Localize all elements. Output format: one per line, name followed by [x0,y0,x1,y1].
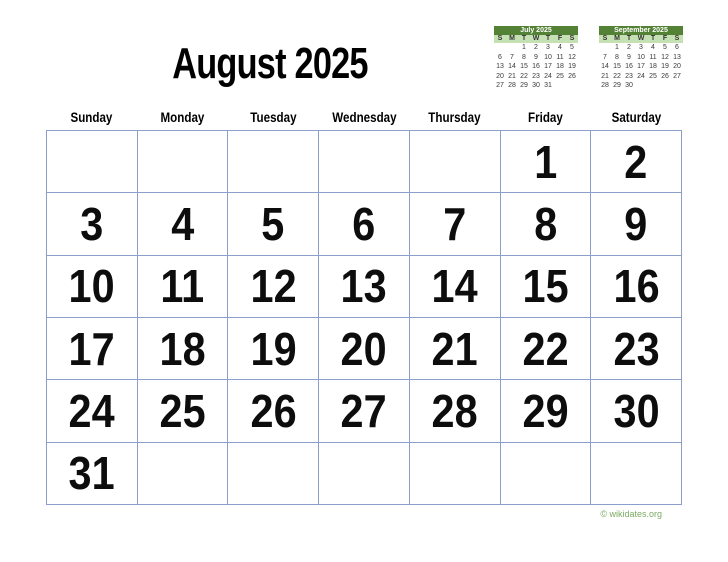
mini-dow-label: M [611,35,623,43]
mini-day-cell: 24 [635,72,647,82]
day-cell [319,443,410,505]
dow-label-friday: Friday [528,110,564,125]
mini-day-cell: 28 [599,81,611,91]
mini-day-cell: 12 [659,53,671,63]
day-cell [319,193,410,255]
day-number: 22 [522,322,569,375]
mini-day-cell [566,81,578,91]
day-number: 20 [340,322,388,375]
day-number: 5 [261,197,285,250]
day-cell [410,193,501,255]
mini-day-cell: 27 [494,81,506,91]
day-number: 27 [340,384,388,437]
mini-dow-label: F [554,35,566,43]
mini-day-cell: 31 [542,81,554,91]
dow-label-sunday: Sunday [70,110,113,125]
mini-dow-label: T [542,35,554,43]
mini-dow-label: W [635,35,647,43]
day-cell [228,318,319,380]
day-cell [591,380,682,442]
day-number: 25 [159,384,206,437]
day-cell [410,318,501,380]
mini-day-cell: 15 [611,62,623,72]
day-cell [228,256,319,318]
day-cell [501,256,592,318]
mini-day-cell: 23 [623,72,635,82]
day-number: 19 [250,322,297,375]
mini-day-cell: 5 [659,43,671,53]
mini-day-cell: 18 [554,62,566,72]
day-cell [47,193,138,255]
day-cell [410,131,501,193]
watermark-link[interactable]: © wikidates.org [600,509,662,519]
mini-day-cell: 20 [671,62,683,72]
mini-day-cell: 30 [623,81,635,91]
mini-day-cell [671,81,683,91]
mini-day-cell: 9 [530,53,542,63]
mini-day-cell: 29 [611,81,623,91]
day-cell [47,318,138,380]
day-cell [228,443,319,505]
day-cell [591,131,682,193]
day-number: 17 [68,322,115,375]
mini-day-cell: 2 [623,43,635,53]
mini-day-cell: 25 [647,72,659,82]
day-of-week-header-row [46,110,682,125]
mini-calendar-title: July 2025 [494,26,578,35]
mini-day-cell [554,81,566,91]
day-number: 29 [522,384,569,437]
mini-dow-label: T [647,35,659,43]
dow-label-thursday: Thursday [428,110,481,125]
mini-day-cell: 19 [566,62,578,72]
mini-day-cell: 7 [506,53,518,63]
day-cell [47,131,138,193]
mini-dow-row [599,35,683,43]
day-number: 23 [613,322,660,375]
day-cell [228,131,319,193]
day-cell [138,193,229,255]
mini-day-cell: 5 [566,43,578,53]
mini-day-cell: 28 [506,81,518,91]
dow-label-saturday: Saturday [611,110,662,125]
mini-day-cell: 1 [611,43,623,53]
mini-day-cell: 6 [671,43,683,53]
dow-label-wednesday: Wednesday [331,110,397,125]
mini-day-cell: 10 [635,53,647,63]
mini-day-cell: 17 [542,62,554,72]
mini-day-cell: 2 [530,43,542,53]
mini-day-cell: 4 [554,43,566,53]
day-cell [228,380,319,442]
day-number: 4 [171,197,195,250]
mini-day-cell: 8 [611,53,623,63]
day-cell [319,131,410,193]
mini-day-cell [599,43,611,53]
day-number: 12 [250,260,297,313]
mini-dow-label: S [671,35,683,43]
mini-calendar-title: September 2025 [599,26,683,35]
mini-day-cell [494,43,506,53]
mini-dow-label: S [599,35,611,43]
day-cell [501,443,592,505]
mini-day-cell: 7 [599,53,611,63]
mini-day-cell: 16 [623,62,635,72]
mini-day-cell [506,43,518,53]
day-number: 26 [250,384,297,437]
day-number: 8 [533,197,557,250]
day-number: 18 [159,322,206,375]
day-cell [410,380,501,442]
mini-dow-label: T [623,35,635,43]
day-cell [591,256,682,318]
day-number: 2 [624,135,648,188]
mini-day-cell: 1 [518,43,530,53]
day-cell [591,318,682,380]
mini-day-cell: 19 [659,62,671,72]
mini-day-cell: 23 [530,72,542,82]
day-cell [501,318,592,380]
mini-day-cell: 13 [494,62,506,72]
day-cell [501,193,592,255]
day-cell [319,380,410,442]
page-title: August 2025 [172,39,368,88]
mini-dow-label: S [494,35,506,43]
mini-dow-label: S [566,35,578,43]
mini-day-cell [647,81,659,91]
mini-day-cell: 29 [518,81,530,91]
mini-day-cell: 8 [518,53,530,63]
day-cell [47,256,138,318]
day-cell [228,193,319,255]
mini-day-cell: 14 [506,62,518,72]
day-number: 14 [431,260,478,313]
day-number: 3 [80,197,104,250]
day-cell [138,131,229,193]
day-cell [138,318,229,380]
dow-label-tuesday: Tuesday [250,110,297,125]
day-cell [319,318,410,380]
mini-day-cell: 21 [506,72,518,82]
mini-day-cell: 25 [554,72,566,82]
day-cell [47,380,138,442]
day-number: 1 [533,135,557,188]
day-cell [138,380,229,442]
mini-day-cell: 12 [566,53,578,63]
mini-day-cell [659,81,671,91]
mini-day-cell: 11 [647,53,659,63]
mini-calendar-july [494,26,578,91]
mini-day-cell: 3 [542,43,554,53]
mini-day-cell: 27 [671,72,683,82]
day-number: 28 [431,384,478,437]
day-cell [138,256,229,318]
mini-dow-label: W [530,35,542,43]
mini-day-cell: 9 [623,53,635,63]
mini-dow-label: M [506,35,518,43]
mini-day-cell: 11 [554,53,566,63]
mini-day-cell: 14 [599,62,611,72]
mini-day-cell: 16 [530,62,542,72]
day-number: 31 [68,447,115,500]
day-cell [591,193,682,255]
day-cell [410,256,501,318]
mini-day-cell: 22 [518,72,530,82]
day-number: 10 [68,260,115,313]
mini-day-cell: 4 [647,43,659,53]
day-cell [501,131,592,193]
mini-day-cell [635,81,647,91]
mini-dow-label: T [518,35,530,43]
mini-day-cell: 6 [494,53,506,63]
mini-day-cell: 10 [542,53,554,63]
mini-day-cell: 24 [542,72,554,82]
mini-day-cell: 22 [611,72,623,82]
mini-day-cell: 3 [635,43,647,53]
mini-day-cell: 18 [647,62,659,72]
day-number: 13 [340,260,388,313]
mini-day-cell: 15 [518,62,530,72]
day-cell [591,443,682,505]
dow-label-monday: Monday [160,110,205,125]
day-number: 7 [443,197,467,250]
day-number: 30 [613,384,660,437]
day-cell [47,443,138,505]
day-number: 11 [160,260,205,313]
mini-day-cell: 13 [671,53,683,63]
mini-day-cell: 26 [659,72,671,82]
mini-day-cell: 26 [566,72,578,82]
day-number: 24 [68,384,115,437]
day-number: 16 [613,260,660,313]
mini-dow-label: F [659,35,671,43]
day-number: 6 [352,197,376,250]
mini-day-cell: 20 [494,72,506,82]
mini-day-cell: 30 [530,81,542,91]
mini-day-cell: 21 [599,72,611,82]
day-cell [319,256,410,318]
day-number: 9 [624,197,648,250]
day-cell [138,443,229,505]
day-cell [501,380,592,442]
day-cell [410,443,501,505]
month-grid [46,130,682,505]
day-number: 21 [431,322,478,375]
day-number: 15 [522,260,569,313]
mini-dow-row [494,35,578,43]
mini-day-cell: 17 [635,62,647,72]
mini-calendar-september [599,26,683,91]
